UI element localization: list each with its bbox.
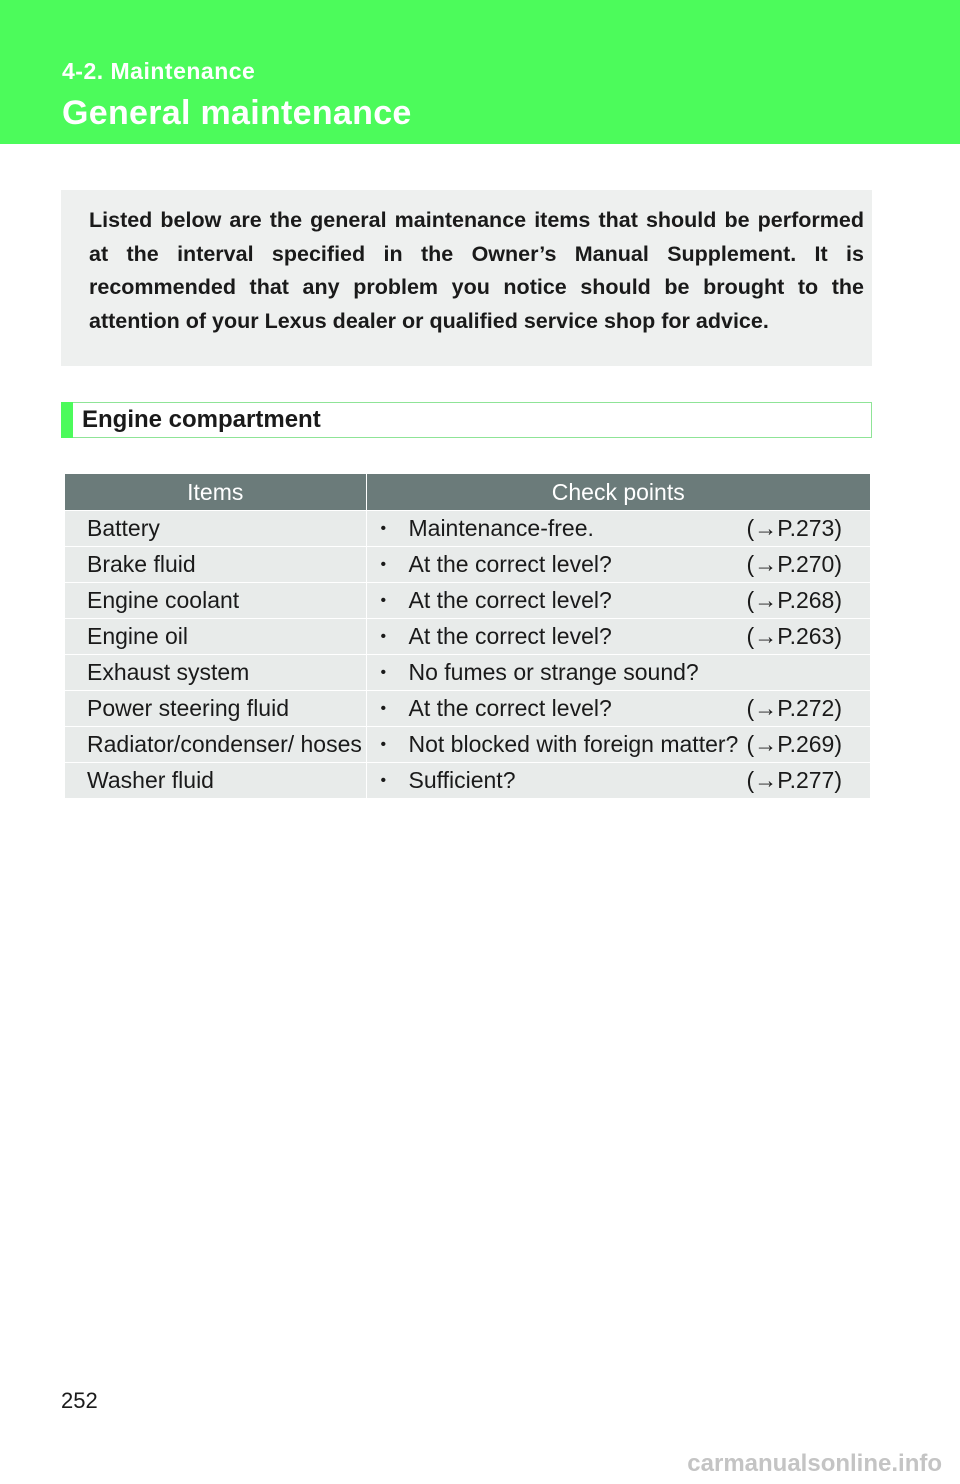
check-cell — [366, 763, 870, 799]
page-reference: (→P.263) — [746, 623, 842, 649]
page-reference: (→P.270) — [746, 551, 842, 577]
table-row — [65, 691, 870, 727]
check-point-text: No fumes or strange sound? — [408, 659, 699, 685]
item-cell: Power steering fluid — [65, 691, 366, 727]
bullet-icon: • — [380, 627, 387, 645]
page-reference: (→P.268) — [746, 587, 842, 613]
check-point-text: At the correct level? — [408, 623, 612, 649]
watermark: carmanualsonline.info — [687, 1450, 942, 1477]
item-cell: Washer fluid — [65, 763, 366, 799]
subsection-accent-bar — [61, 402, 73, 438]
item-cell: Battery — [65, 511, 366, 547]
item-cell: Engine coolant — [65, 583, 366, 619]
bullet-icon: • — [380, 555, 387, 573]
table-row — [65, 511, 870, 547]
table-row — [65, 727, 870, 763]
subsection-heading — [61, 402, 872, 438]
item-cell: Brake fluid — [65, 547, 366, 583]
check-point — [381, 515, 843, 542]
check-point-text: At the correct level? — [408, 551, 612, 577]
column-header-check-points: Check points — [366, 474, 870, 511]
bullet-icon: • — [380, 735, 387, 753]
table-row — [65, 619, 870, 655]
check-point — [381, 587, 843, 614]
bullet-icon: • — [380, 699, 387, 717]
item-cell: Radiator/condenser/ hoses — [65, 727, 366, 763]
page-reference: (→P.269) — [746, 731, 842, 757]
check-point — [381, 659, 843, 686]
check-cell — [366, 511, 870, 547]
check-point-text: Not blocked with foreign matter? — [408, 731, 739, 757]
check-point — [381, 623, 843, 650]
intro-text: Listed below are the general maintenance items that should be performed at the interval specified in the Owner’s Manual Supplement. It is recommended that any problem you notice should be brought to the attention of your Lexus dealer or qualified service shop for advice. — [89, 208, 864, 334]
bullet-icon: • — [380, 591, 387, 609]
check-point-text: Maintenance-free. — [408, 515, 594, 541]
check-point — [381, 695, 843, 722]
check-cell — [366, 619, 870, 655]
page-title: General maintenance — [62, 94, 412, 132]
check-point — [381, 551, 843, 578]
intro-box — [61, 190, 872, 366]
bullet-icon: • — [380, 663, 387, 681]
table-row — [65, 655, 870, 691]
check-cell — [366, 727, 870, 763]
check-point-text: At the correct level? — [408, 695, 612, 721]
page-reference: (→P.273) — [746, 515, 842, 541]
maintenance-table — [65, 474, 870, 798]
check-cell — [366, 583, 870, 619]
bullet-icon: • — [380, 519, 387, 537]
item-cell: Exhaust system — [65, 655, 366, 691]
page-reference: (→P.272) — [746, 695, 842, 721]
table-row — [65, 583, 870, 619]
section-label: 4-2. Maintenance — [62, 58, 256, 84]
check-cell — [366, 655, 870, 691]
column-header-items: Items — [65, 474, 366, 511]
bullet-icon: • — [380, 771, 387, 789]
check-point — [381, 767, 843, 794]
check-point-text: At the correct level? — [408, 587, 612, 613]
table-row — [65, 763, 870, 799]
page-reference: (→P.277) — [746, 767, 842, 793]
table-header-row — [65, 474, 870, 511]
subsection-title: Engine compartment — [82, 406, 321, 433]
item-cell: Engine oil — [65, 619, 366, 655]
check-point-text: Sufficient? — [408, 767, 516, 793]
check-cell — [366, 691, 870, 727]
page-number: 252 — [61, 1388, 98, 1413]
table-row — [65, 547, 870, 583]
check-point — [381, 731, 843, 758]
check-cell — [366, 547, 870, 583]
table-body — [65, 511, 870, 799]
